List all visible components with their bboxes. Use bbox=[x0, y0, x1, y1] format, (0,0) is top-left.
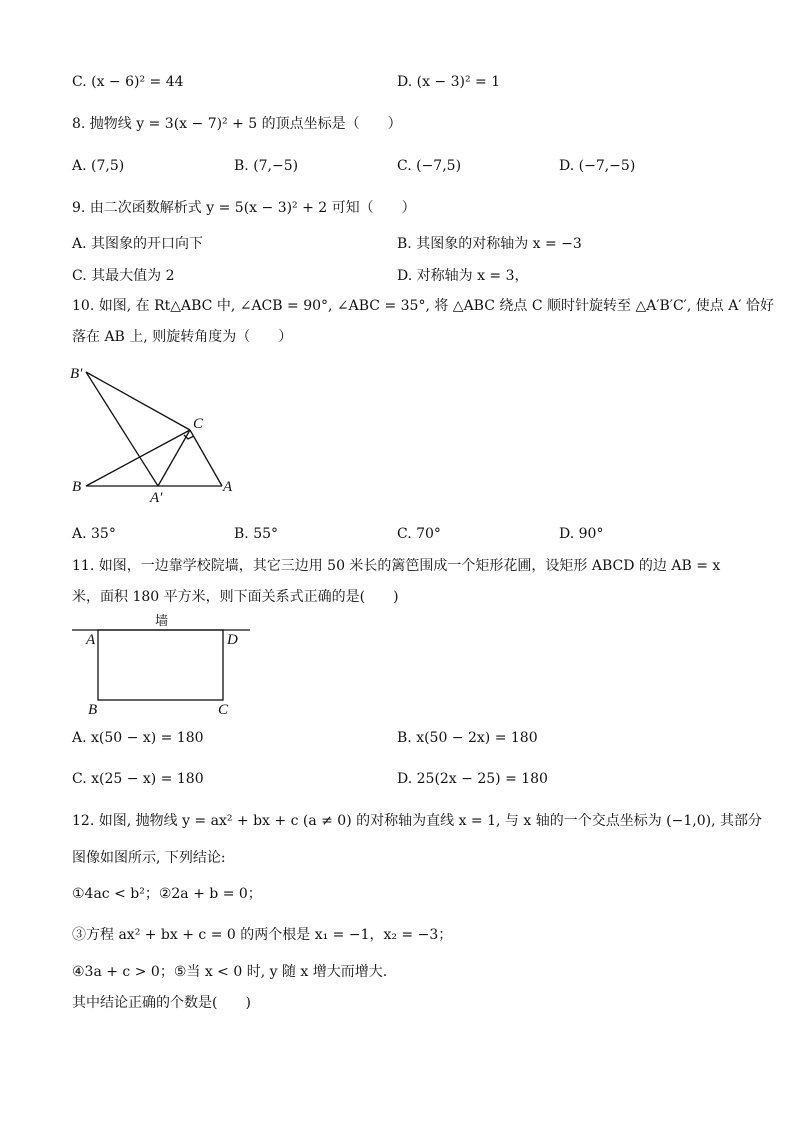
q9-option-c[interactable]: C. 其最大值为 2 bbox=[72, 268, 175, 284]
q9-option-d[interactable]: D. 对称轴为 x = 3， bbox=[397, 268, 529, 284]
q10-stem-line1: 10. 如图, 在 Rt△ABC 中, ∠ACB = 90°, ∠ABC = 35°, 将 △ABC 绕点 C 顺时针旋转至 △A′B′C′, 使点 A′ 恰好 bbox=[72, 298, 774, 314]
q9-option-a[interactable]: A. 其图象的开口向下 bbox=[72, 236, 204, 252]
q10-option-a[interactable]: A. 35° bbox=[72, 526, 116, 542]
q12-conclusion-3: ③方程 ax² + bx + c = 0 的两个根是 x₁ = −1，x₂ = −3； bbox=[72, 927, 453, 943]
q11-option-a[interactable]: A. x(50 − x) = 180 bbox=[72, 730, 204, 746]
label-a: A bbox=[223, 479, 233, 495]
q8-option-c[interactable]: C. (−7,5) bbox=[397, 158, 462, 174]
q7-option-d[interactable]: D. (x − 3)² = 1 bbox=[397, 74, 501, 90]
q10-option-d[interactable]: D. 90° bbox=[559, 526, 604, 542]
label-c: C bbox=[193, 416, 204, 432]
label-b: B bbox=[72, 479, 82, 495]
q11-option-c[interactable]: C. x(25 − x) = 180 bbox=[72, 771, 204, 787]
label-a: A bbox=[86, 632, 96, 648]
label-d: D bbox=[227, 632, 238, 648]
segment-c-a bbox=[190, 430, 222, 486]
q12-conclusion-1-2: ①4ac < b²；②2a + b = 0； bbox=[72, 886, 262, 902]
q9-option-b[interactable]: B. 其图象的对称轴为 x = −3 bbox=[397, 236, 582, 252]
label-aprime: A′ bbox=[150, 490, 163, 506]
garden-rectangle bbox=[98, 630, 223, 700]
q12-stem-line1: 12. 如图, 抛物线 y = ax² + bx + c (a ≠ 0) 的对称轴为直线 x = 1, 与 x 轴的一个交点坐标为 (−1,0), 其部分 bbox=[72, 813, 762, 829]
segment-bprime-aprime bbox=[86, 372, 158, 486]
q11-option-b[interactable]: B. x(50 − 2x) = 180 bbox=[397, 730, 538, 746]
q8-option-a[interactable]: A. (7,5) bbox=[72, 158, 125, 174]
q11-rectangle-figure bbox=[70, 610, 255, 720]
q8-stem: 8. 抛物线 y = 3(x − 7)² + 5 的顶点坐标是（ ） bbox=[72, 116, 402, 132]
q10-option-b[interactable]: B. 55° bbox=[234, 526, 279, 542]
segment-bprime-c bbox=[86, 372, 190, 430]
label-b: B bbox=[88, 702, 98, 718]
q11-stem-line2: 米，面积 180 平方米，则下面关系式正确的是( ) bbox=[72, 589, 399, 605]
label-c: C bbox=[218, 702, 229, 718]
q8-option-b[interactable]: B. (7,−5) bbox=[234, 158, 299, 174]
q8-option-d[interactable]: D. (−7,−5) bbox=[559, 158, 636, 174]
q11-stem-line1: 11. 如图，一边靠学校院墙，其它三边用 50 米长的篱笆围成一个矩形花圃，设矩形 ABCD 的边 AB = x bbox=[72, 558, 721, 574]
wall-label: 墙 bbox=[155, 614, 169, 629]
q7-option-c[interactable]: C. (x − 6)² = 44 bbox=[72, 74, 184, 90]
label-bprime: B′ bbox=[70, 366, 83, 382]
q12-conclusion-4-5: ④3a + c > 0；⑤当 x < 0 时, y 随 x 增大而增大. bbox=[72, 964, 388, 980]
q12-stem-line3: 其中结论正确的个数是( ) bbox=[72, 995, 251, 1011]
q10-triangle-figure bbox=[60, 358, 250, 508]
q11-option-d[interactable]: D. 25(2x − 25) = 180 bbox=[397, 771, 548, 787]
q9-stem: 9. 由二次函数解析式 y = 5(x − 3)² + 2 可知（ ） bbox=[72, 200, 416, 216]
q12-stem-line2: 图像如图所示, 下列结论: bbox=[72, 850, 226, 866]
q10-option-c[interactable]: C. 70° bbox=[397, 526, 441, 542]
q10-stem-line2: 落在 AB 上, 则旋转角度为（ ） bbox=[72, 329, 293, 345]
